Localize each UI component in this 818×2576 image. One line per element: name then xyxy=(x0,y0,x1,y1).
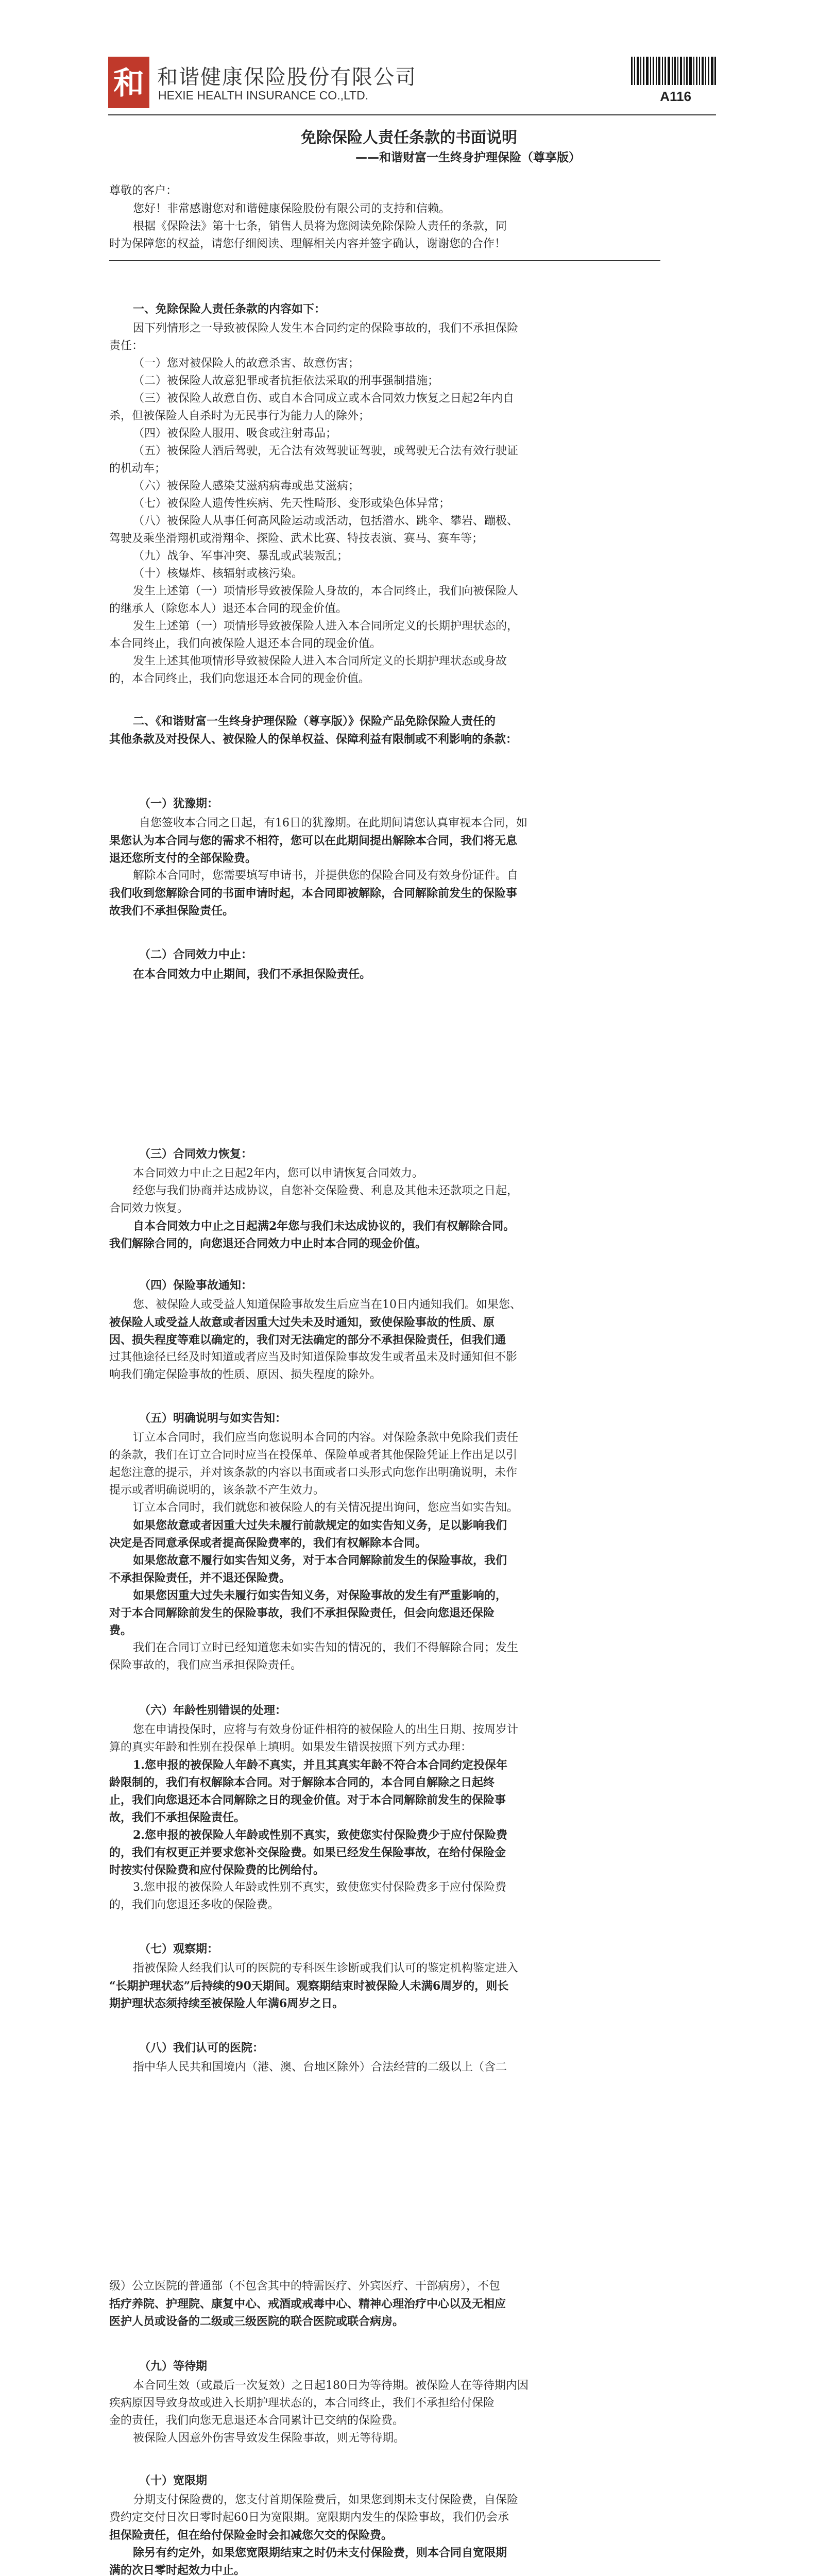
section-line: 自本合同效力中止之日起满2年您与我们未达成协议的，我们有权解除合同。 xyxy=(133,1219,515,1233)
section-line: 起您注意的提示，并对该条款的内容以书面或者口头形式向您作出明确说明，未作 xyxy=(109,1466,518,1479)
section-line: 指被保险人经我们认可的医院的专科医生诊断或我们认可的鉴定机构鉴定进入 xyxy=(133,1962,519,1975)
section-line: 的条款，我们在订立合同时应当在投保单、保险单或者其他保险凭证上作出足以引 xyxy=(109,1449,518,1462)
part1-line: （五）被保险人酒后驾驶，无合法有效驾驶证驾驶，或驾驶无合法有效行驶证 xyxy=(133,445,519,457)
part2-heading: 二、《和谐财富一生终身护理保险（尊享版）》保险产品免除保险人责任的 xyxy=(133,715,496,728)
section-line: 龄限制的，我们有权解除本合同。对于解除本合同的，本合同自解除之日起终 xyxy=(109,1776,495,1789)
section-line: 故我们不承担保险责任。 xyxy=(109,904,234,918)
svg-text:和: 和 xyxy=(113,65,144,101)
company-logo-icon xyxy=(108,57,149,108)
part1-line: 因下列情形之一导致被保险人发生本合同约定的保险事故的，我们不承担保险 xyxy=(133,322,519,335)
section-line: 期护理状态须持续至被保险人年满6周岁之日。 xyxy=(109,1997,344,2010)
section-line: 如果您故意不履行如实告知义务，对于本合同解除前发生的保险事故，我们 xyxy=(133,1554,507,1567)
section-line: 因、损失程度等难以确定的，我们对无法确定的部分不承担保险责任，但我们通 xyxy=(109,1333,506,1347)
section-line: 1.您申报的被保险人年龄不真实，并且其真实年龄不符合本合同约定投保年 xyxy=(133,1758,507,1772)
intro-divider xyxy=(109,260,660,261)
section-line: “长期护理状态”后持续的90天期间。观察期结束时被保险人未满6周岁的，则长 xyxy=(109,1979,509,1993)
part1-line: 发生上述第（一）项情形导致被保险人进入本合同所定义的长期护理状态的， xyxy=(133,620,519,633)
section-line: 解除本合同时，您需要填写申请书，并提供您的保险合同及有效身份证件。自 xyxy=(133,869,519,882)
section-line: 退还您所支付的全部保险费。 xyxy=(109,852,257,865)
section-line: 果您认为本合同与您的需求不相符，您可以在此期间提出解除本合同，我们将无息 xyxy=(109,834,518,848)
section-line: 如果您故意或者因重大过失未履行前款规定的如实告知义务，足以影响我们 xyxy=(133,1519,507,1532)
part1-line: 发生上述第（一）项情形导致被保险人身故的，本合同终止，我们向被保险人 xyxy=(133,585,519,598)
part1-heading: 一、免除保险人责任条款的内容如下： xyxy=(133,303,326,316)
part1-line: （二）被保险人故意犯罪或者抗拒依法采取的刑事强制措施； xyxy=(133,375,439,387)
letterhead xyxy=(108,57,716,113)
part1-line: （一）您对被保险人的故意杀害、故意伤害； xyxy=(133,357,360,370)
part1-line: （八）被保险人从事任何高风险运动或活动，包括潜水、跳伞、攀岩、蹦极、 xyxy=(133,515,519,528)
section-line: 决定是否同意承保或者提高保险费率的，我们有权解除本合同。 xyxy=(109,1536,427,1550)
section-heading: （九）等待期 xyxy=(139,2360,208,2373)
section-line: 您在申请投保时，应将与有效身份证件相符的被保险人的出生日期、按周岁计 xyxy=(133,1723,519,1736)
section-line: 止，我们向您退还本合同解除之日的现金价值。对于本合同解除前发生的保险事 xyxy=(109,1793,506,1807)
section-line: 不承担保险责任，并不退还保险费。 xyxy=(109,1571,291,1585)
section-heading: （五）明确说明与如实告知： xyxy=(139,1412,287,1425)
section-line: 响我们确定保险事故的性质、原因、损失程度的除外。 xyxy=(109,1368,382,1381)
company-name-cn: 和谐健康保险股份有限公司 xyxy=(157,65,417,89)
section-line: 除另有约定外，如果您宽限期结束之时仍未支付保险费，则本合同自宽限期 xyxy=(133,2546,507,2560)
intro-line: 时为保障您的权益，请您仔细阅读、理解相关内容并签字确认，谢谢您的合作！ xyxy=(109,238,506,250)
section-line: 时按实付保险费和应付保险费的比例给付。 xyxy=(109,1863,325,1877)
section-line: 3.您申报的被保险人年龄或性别不真实，致使您实付保险费多于应付保险费 xyxy=(133,1881,506,1894)
section-line: 订立本合同时，我们就您和被保险人的有关情况提出询问，您应当如实告知。 xyxy=(133,1501,519,1514)
part1-line: （十）核爆炸、核辐射或核污染。 xyxy=(133,567,303,580)
section-heading: （三）合同效力恢复： xyxy=(139,1148,253,1161)
part1-line: 杀，但被保险人自杀时为无民事行为能力人的除外； xyxy=(109,410,370,422)
section-line: 经您与我们协商并达成协议，自您补交保险费、利息及其他未还款项之日起， xyxy=(133,1184,519,1197)
section-line: 金的责任，我们向您无息退还本合同累计已交纳的保险费。 xyxy=(109,2414,404,2427)
part1-line: 驾驶及乘坐滑翔机或滑翔伞、探险、武术比赛、特技表演、赛马、赛车等； xyxy=(109,532,484,545)
part1-line: （九）战争、军事冲突、暴乱或武装叛乱； xyxy=(133,550,349,563)
part1-line: 的继承人（除您本人）退还本合同的现金价值。 xyxy=(109,602,348,615)
section-heading: （十）宽限期 xyxy=(139,2475,208,2487)
part1-line: （六）被保险人感染艾滋病病毒或患艾滋病； xyxy=(133,480,360,493)
section-line: 我们在合同订立时已经知道您未如实告知的情况的，我们不得解除合同；发生 xyxy=(133,1641,519,1654)
section-line: 满的次日零时起效力中止。 xyxy=(109,2564,246,2576)
section-line: 2.您申报的被保险人年龄或性别不真实，致使您实付保险费少于应付保险费 xyxy=(133,1828,507,1842)
section-heading: （四）保险事故通知： xyxy=(139,1279,253,1292)
section-heading: （六）年龄性别错误的处理： xyxy=(139,1704,287,1717)
intro-line: 根据《保险法》第十七条，销售人员将为您阅读免除保险人责任的条款，同 xyxy=(133,220,507,233)
part1-line: 本合同终止，我们向被保险人退还本合同的现金价值。 xyxy=(109,637,382,650)
part1-line: （七）被保险人遗传性疾病、先天性畸形、变形或染色体异常； xyxy=(133,497,451,510)
section-line: 指中华人民共和国境内（港、澳、台地区除外）合法经营的二级以上（含二 xyxy=(133,2061,507,2074)
document-title: 免除保险人责任条款的书面说明 xyxy=(301,129,517,147)
barcode-icon xyxy=(631,57,716,85)
section-line: 本合同生效（或最后一次复效）之日起180日为等待期。被保险人在等待期内因 xyxy=(133,2379,529,2392)
document-subtitle: ——和谐财富一生终身护理保险（尊享版） xyxy=(355,151,581,164)
section-heading: （一）犹豫期： xyxy=(139,798,219,810)
section-line: 我们收到您解除合同的书面申请时起，本合同即被解除，合同解除前发生的保险事 xyxy=(109,887,518,900)
section-line: 费约定交付日次日零时起60日为宽限期。宽限期内发生的保险事故，我们仍会承 xyxy=(109,2511,509,2524)
section-line: 担保险责任，但在给付保险金时会扣减您欠交的保险费。 xyxy=(109,2529,393,2542)
part1-line: 的，本合同终止，我们向您退还本合同的现金价值。 xyxy=(109,672,370,685)
section-line: 合同效力恢复。 xyxy=(109,1202,189,1215)
section-line: 医护人员或设备的二级或三级医院的联合医院或联合病房。 xyxy=(109,2315,404,2328)
section-line: 算的真实年龄和性别在投保单上填明。如果发生错误按照下列方式办理： xyxy=(109,1741,472,1754)
salutation: 尊敬的客户： xyxy=(109,184,178,197)
section-line: 在本合同效力中止期间，我们不承担保险责任。 xyxy=(133,968,371,981)
section-line: 过其他途径已经及时知道或者应当及时知道保险事故发生或者虽未及时通知但不影 xyxy=(109,1351,518,1364)
section-line: 被保险人因意外伤害导致发生保险事故，则无等待期。 xyxy=(133,2432,405,2445)
document-code: A116 xyxy=(660,89,691,104)
section-line: 您、被保险人或受益人知道保险事故发生后应当在10日内通知我们。如果您、 xyxy=(133,1298,521,1311)
section-line: 被保险人或受益人故意或者因重大过失未及时通知，致使保险事故的性质、原 xyxy=(109,1316,495,1329)
section-line: 的，我们有权更正并要求您补交保险费。如果已经发生保险事故，在给付保险金 xyxy=(109,1846,506,1859)
part2-heading: 其他条款及对投保人、被保险人的保单权益、保障利益有限制或不利影响的条款： xyxy=(109,733,518,746)
section-line: 订立本合同时，我们应当向您说明本合同的内容。对保险条款中免除我们责任 xyxy=(133,1431,519,1444)
section-line: 自您签收本合同之日起，有16日的犹豫期。在此期间请您认真审视本合同，如 xyxy=(139,817,527,829)
section-line: 的，我们向您退还多收的保险费。 xyxy=(109,1899,280,1911)
section-line: 本合同效力中止之日起2年内，您可以申请恢复合同效力。 xyxy=(133,1167,423,1180)
company-name-en: HEXIE HEALTH INSURANCE CO.,LTD. xyxy=(158,89,369,102)
section-heading: （二）合同效力中止： xyxy=(139,948,253,961)
section-heading: （八）我们认可的医院： xyxy=(139,2042,264,2055)
section-line: 费。 xyxy=(109,1624,132,1637)
part1-line: 的机动车； xyxy=(109,462,166,475)
section-line: 故，我们不承担保险责任。 xyxy=(109,1811,246,1824)
section-line: 括疗养院、护理院、康复中心、戒酒或戒毒中心、精神心理治疗中心以及无相应 xyxy=(109,2297,506,2311)
section-line: 对于本合同解除前发生的保险事故，我们不承担保险责任，但会向您退还保险 xyxy=(109,1606,495,1620)
section-line: 我们解除合同的，向您退还合同效力中止时本合同的现金价值。 xyxy=(109,1237,427,1250)
section-heading: （七）观察期： xyxy=(139,1943,219,1956)
intro-line: 您好！非常感谢您对和谐健康保险股份有限公司的支持和信赖。 xyxy=(133,202,451,215)
section-line: 分期支付保险费的，您支付首期保险费后，如果您到期未支付保险费，自保险 xyxy=(133,2494,519,2506)
header-divider xyxy=(108,114,716,115)
part1-line: 责任： xyxy=(109,340,144,352)
part1-line: （四）被保险人服用、吸食或注射毒品； xyxy=(133,427,337,440)
section-line: 级）公立医院的普通部（不包含其中的特需医疗、外宾医疗、干部病房），不包 xyxy=(109,2280,501,2293)
section-line: 疾病原因导致身故或进入长期护理状态的，本合同终止，我们不承担给付保险 xyxy=(109,2397,495,2410)
section-line: 提示或者明确说明的，该条款不产生效力。 xyxy=(109,1484,325,1497)
part1-line: 发生上述其他项情形导致被保险人进入本合同所定义的长期护理状态或身故 xyxy=(133,655,507,668)
part1-line: （三）被保险人故意自伤、或自本合同成立或本合同效力恢复之日起2年内自 xyxy=(133,392,514,405)
section-line: 保险事故的，我们应当承担保险责任。 xyxy=(109,1659,302,1672)
section-line: 如果您因重大过失未履行如实告知义务，对保险事故的发生有严重影响的， xyxy=(133,1589,507,1602)
